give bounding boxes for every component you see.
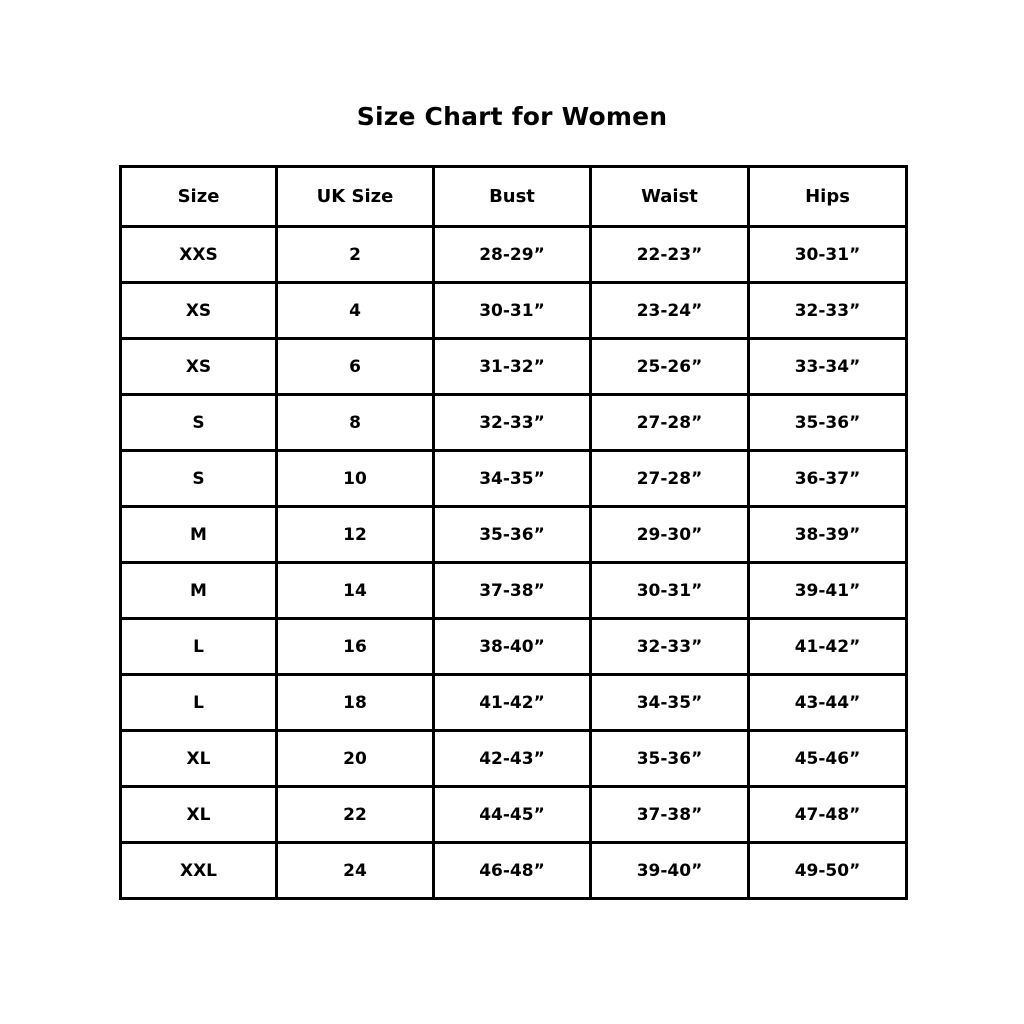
table-row (121, 787, 907, 843)
cell-bust: 28-29” (434, 227, 591, 283)
cell-bust: 41-42” (434, 675, 591, 731)
cell-hips: 35-36” (749, 395, 907, 451)
page-title: Size Chart for Women (356, 102, 668, 131)
cell-hips: 36-37” (749, 451, 907, 507)
table-row (121, 507, 907, 563)
cell-hips: 41-42” (749, 619, 907, 675)
cell-waist: 27-28” (591, 451, 749, 507)
cell-uk-size: 4 (277, 283, 434, 339)
column-header-hips: Hips (749, 167, 907, 227)
cell-bust: 34-35” (434, 451, 591, 507)
table-header (121, 167, 907, 227)
cell-size: M (121, 507, 277, 563)
cell-uk-size: 20 (277, 731, 434, 787)
column-header-uk-size: UK Size (277, 167, 434, 227)
cell-waist: 25-26” (591, 339, 749, 395)
column-header-waist: Waist (591, 167, 749, 227)
cell-bust: 42-43” (434, 731, 591, 787)
cell-size: XS (121, 339, 277, 395)
cell-waist: 34-35” (591, 675, 749, 731)
cell-uk-size: 16 (277, 619, 434, 675)
cell-hips: 32-33” (749, 283, 907, 339)
cell-size: S (121, 395, 277, 451)
cell-uk-size: 8 (277, 395, 434, 451)
cell-uk-size: 12 (277, 507, 434, 563)
cell-size: S (121, 451, 277, 507)
cell-hips: 39-41” (749, 563, 907, 619)
cell-hips: 49-50” (749, 843, 907, 899)
cell-size: L (121, 619, 277, 675)
table-row (121, 451, 907, 507)
cell-waist: 29-30” (591, 507, 749, 563)
cell-uk-size: 18 (277, 675, 434, 731)
cell-hips: 45-46” (749, 731, 907, 787)
cell-hips: 43-44” (749, 675, 907, 731)
cell-hips: 30-31” (749, 227, 907, 283)
cell-uk-size: 6 (277, 339, 434, 395)
cell-size: XXS (121, 227, 277, 283)
table-row (121, 395, 907, 451)
table-row (121, 339, 907, 395)
column-header-bust: Bust (434, 167, 591, 227)
table-row (121, 675, 907, 731)
cell-waist: 37-38” (591, 787, 749, 843)
cell-size: XL (121, 787, 277, 843)
size-table-container (119, 165, 905, 900)
cell-size: XS (121, 283, 277, 339)
cell-size: XL (121, 731, 277, 787)
table-row (121, 619, 907, 675)
cell-uk-size: 2 (277, 227, 434, 283)
cell-waist: 30-31” (591, 563, 749, 619)
cell-size: M (121, 563, 277, 619)
cell-bust: 30-31” (434, 283, 591, 339)
cell-bust: 35-36” (434, 507, 591, 563)
cell-waist: 32-33” (591, 619, 749, 675)
table-header-row (121, 167, 907, 227)
cell-waist: 27-28” (591, 395, 749, 451)
cell-size: L (121, 675, 277, 731)
table-row (121, 843, 907, 899)
cell-size: XXL (121, 843, 277, 899)
table-row (121, 283, 907, 339)
cell-uk-size: 24 (277, 843, 434, 899)
cell-bust: 38-40” (434, 619, 591, 675)
cell-bust: 37-38” (434, 563, 591, 619)
table-row (121, 563, 907, 619)
cell-hips: 33-34” (749, 339, 907, 395)
cell-waist: 22-23” (591, 227, 749, 283)
cell-hips: 38-39” (749, 507, 907, 563)
cell-uk-size: 14 (277, 563, 434, 619)
column-header-size: Size (121, 167, 277, 227)
table-row (121, 731, 907, 787)
cell-hips: 47-48” (749, 787, 907, 843)
cell-waist: 23-24” (591, 283, 749, 339)
cell-uk-size: 22 (277, 787, 434, 843)
size-table (119, 165, 908, 900)
cell-bust: 31-32” (434, 339, 591, 395)
cell-uk-size: 10 (277, 451, 434, 507)
cell-waist: 35-36” (591, 731, 749, 787)
table-body (121, 227, 907, 899)
table-row (121, 227, 907, 283)
cell-bust: 44-45” (434, 787, 591, 843)
cell-bust: 32-33” (434, 395, 591, 451)
cell-bust: 46-48” (434, 843, 591, 899)
cell-waist: 39-40” (591, 843, 749, 899)
